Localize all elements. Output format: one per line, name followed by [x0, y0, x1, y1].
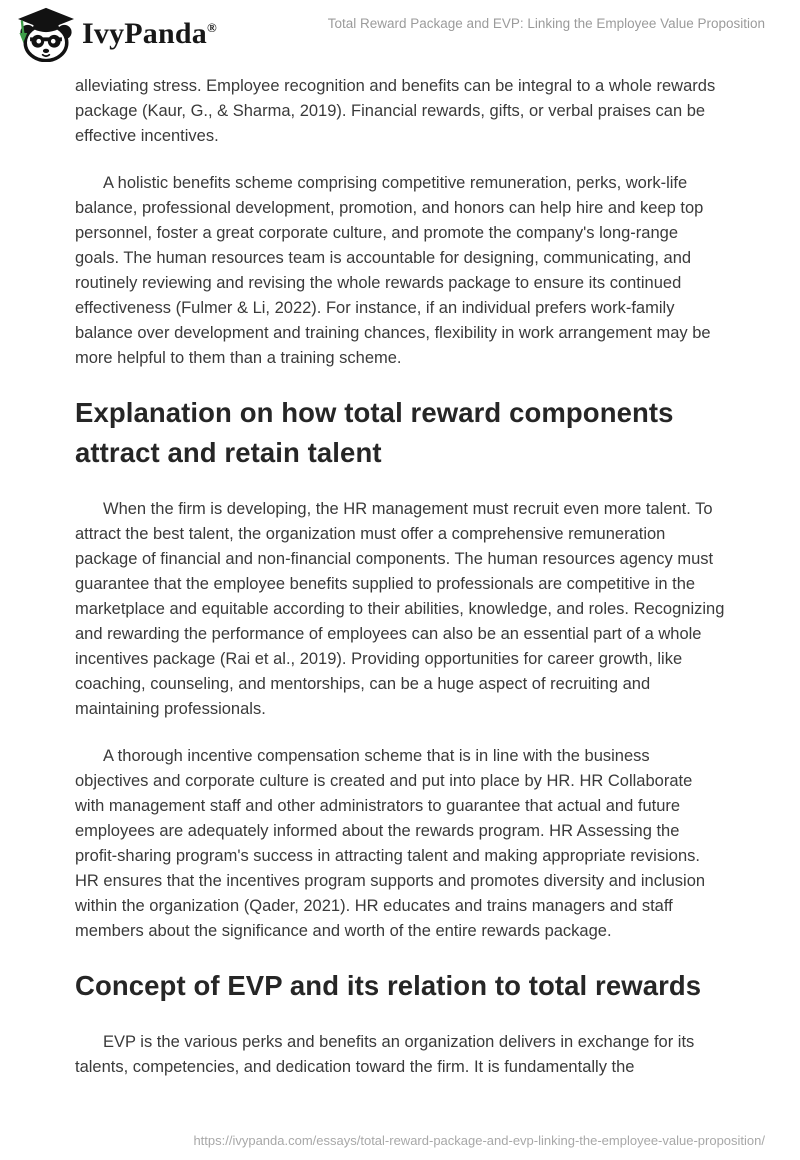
panda-graduation-cap-icon — [14, 6, 78, 62]
essay-body — [0, 64, 800, 1080]
section-heading: Concept of EVP and its relation to total rewards — [75, 970, 702, 1001]
registered-trademark-symbol: ® — [206, 20, 217, 35]
paragraph: A thorough incentive compensation scheme that is in line with the business objectives and corporate culture is created and put into place by HR. HR Collaborate with management staff and other administrators to guarantee that actual and future employees are adequately informed about the rewards program. HR Assessing the profit-sharing program's success in attracting talent and making appropriate revisions. HR ensures that the incentives program supports and promotes diversity and inclusion within the organization (Qader, 2021). HR educates and trains managers and staff members about the significance and worth of the entire rewards package. — [75, 747, 706, 940]
paragraph: A holistic benefits scheme comprising competitive remuneration, perks, work-life balance, professional development, promotion, and honors can help hire and keep top personnel, foster a great corporate culture, and promote the company's long-range goals. The human resources team is accountable for designing, communicating, and routinely reviewing and revising the whole rewards package to ensure its continued effectiveness (Fulmer & Li, 2022). For instance, if an individual prefers work-family balance over development and training chances, flexibility in work arrangement may be more helpful to them than a training scheme. — [75, 174, 711, 367]
section-heading: Explanation on how total reward components attract and retain talent — [75, 397, 674, 468]
brand-text: IvyPanda — [82, 17, 207, 50]
page-footer — [0, 1133, 765, 1148]
source-url: https://ivypanda.com/essays/total-reward-package-and-evp-linking-the-employee-value-proposition/ — [193, 1133, 765, 1148]
ivypanda-logo — [14, 6, 217, 62]
document-title: Total Reward Package and EVP: Linking the Employee Value Proposition — [327, 16, 765, 31]
brand-wordmark — [82, 6, 217, 62]
paragraph: EVP is the various perks and benefits an organization delivers in exchange for its talents, competencies, and dedication toward the firm. It is fundamentally the — [75, 1033, 695, 1076]
paragraph: When the firm is developing, the HR management must recruit even more talent. To attract the best talent, the organization must offer a comprehensive remuneration package of financial and non-financial components. The human resources agency must guarantee that the employee benefits supplied to professionals are competitive in the marketplace and equitable according to their abilities, knowledge, and roles. Recognizing and rewarding the performance of employees can also be an essential part of a whole incentives package (Rai et al., 2019). Providing opportunities for career growth, like coaching, counseling, and mentorships, can be a huge aspect of recruiting and maintaining professionals. — [75, 500, 725, 718]
page-header — [0, 0, 800, 64]
paragraph: alleviating stress. Employee recognition and benefits can be integral to a whole rewards package (Kaur, G., & Sharma, 2019). Financial rewards, gifts, or verbal praises can be effective incentives. — [75, 77, 716, 145]
